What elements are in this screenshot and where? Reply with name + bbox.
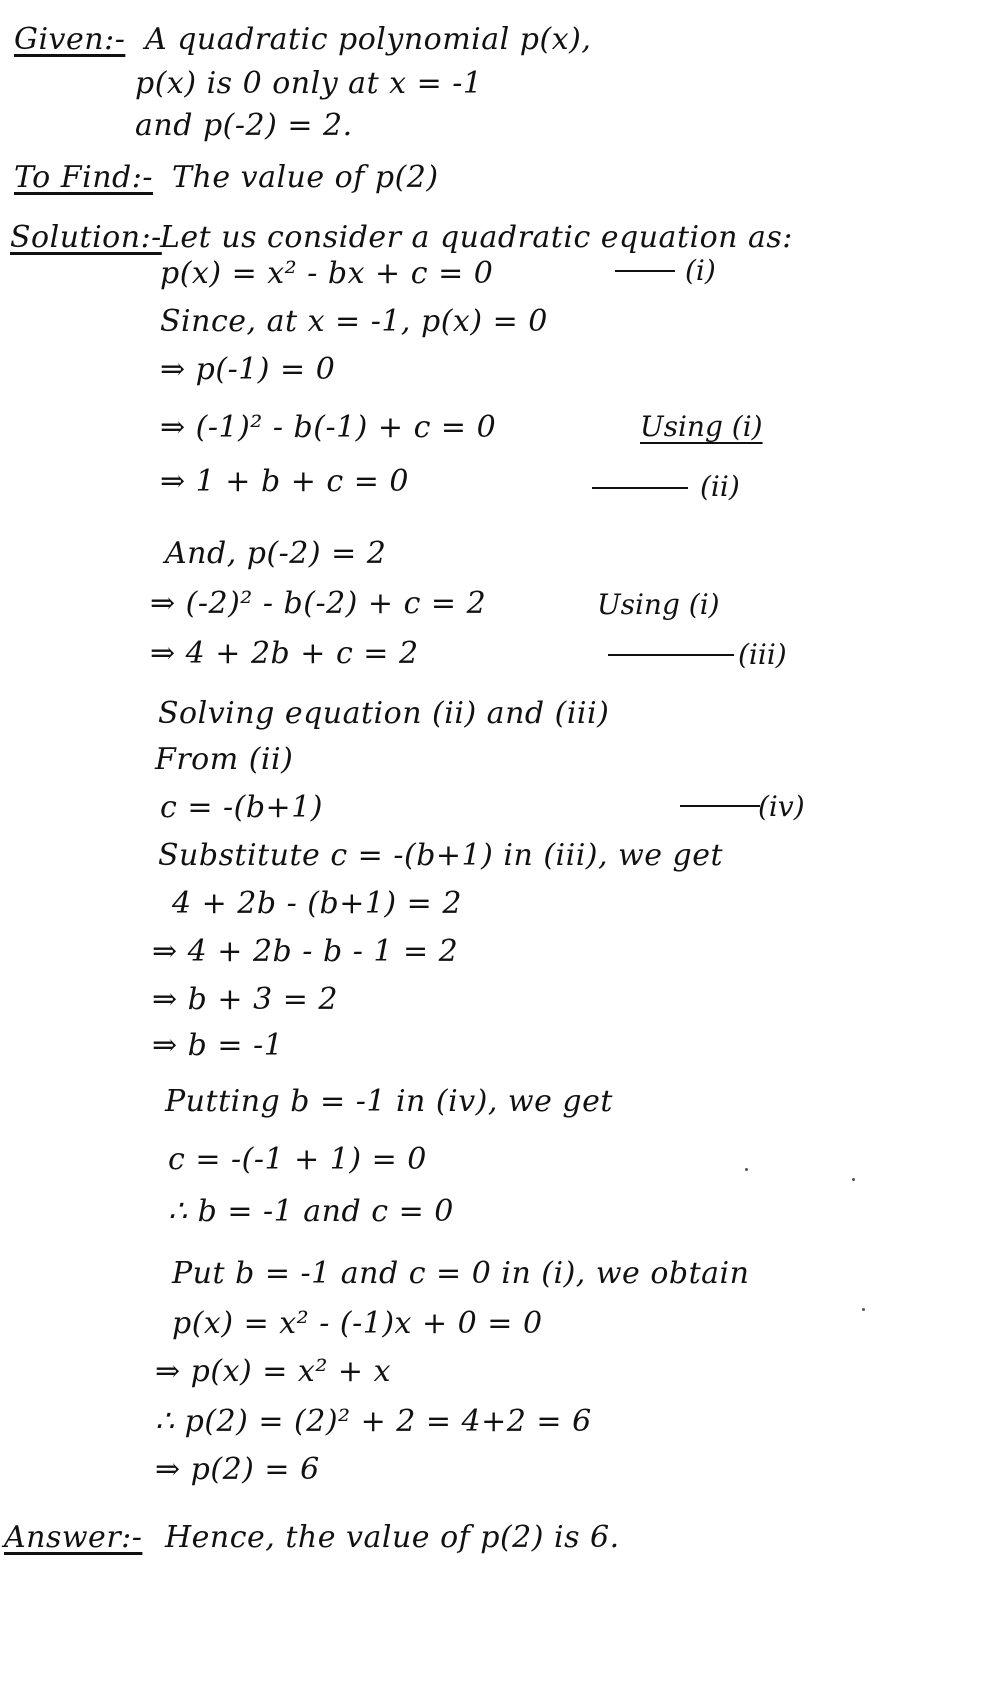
given-heading: [14, 22, 125, 58]
equation-ref-dash: [592, 487, 688, 489]
given-label: Given:-: [14, 22, 126, 57]
equation-line: c = -(b+1): [160, 790, 323, 825]
using-note-2: Using (i): [597, 588, 720, 621]
equation-ref-i: (i): [685, 254, 716, 287]
solution-heading: [10, 220, 162, 256]
equation-line: Substitute c = -(b+1) in (iii), we get: [158, 838, 724, 873]
equation-line: ∴ p(2) = (2)² + 2 = 4+2 = 6: [155, 1404, 592, 1439]
equation-line: Solving equation (ii) and (iii): [158, 696, 610, 731]
equation-line: Put b = -1 and c = 0 in (i), we obtain: [172, 1256, 750, 1291]
scan-speck: [852, 1178, 855, 1181]
using-note-1: Using (i): [640, 410, 763, 443]
equation-line: 4 + 2b - (b+1) = 2: [172, 886, 462, 921]
equation-line: ⇒ 4 + 2b - b - 1 = 2: [152, 934, 459, 969]
equation-line: ⇒ (-2)² - b(-2) + c = 2: [150, 586, 487, 621]
equation-line: c = -(-1 + 1) = 0: [168, 1142, 427, 1177]
answer-heading: [4, 1520, 142, 1556]
equation-line: ⇒ (-1)² - b(-1) + c = 0: [160, 410, 497, 445]
equation-line: ⇒ 1 + b + c = 0: [160, 464, 409, 499]
equation-line: Since, at x = -1, p(x) = 0: [160, 304, 548, 339]
solution-label: Solution:-: [10, 220, 162, 255]
equation-line: ∴ b = -1 and c = 0: [168, 1194, 454, 1229]
equation-line: ⇒ b + 3 = 2: [152, 982, 338, 1017]
to-find-heading: [14, 160, 153, 196]
solution-intro: Let us consider a quadratic equation as:: [160, 220, 793, 255]
equation-ref-iv: (iv): [758, 790, 805, 823]
scan-speck: [862, 1308, 865, 1311]
to-find-text: The value of p(2): [172, 160, 439, 195]
equation-line: ⇒ p(x) = x² + x: [155, 1354, 391, 1389]
answer-label: Answer:-: [4, 1520, 143, 1555]
equation-ref-dash: [615, 270, 675, 272]
given-line-3: and p(-2) = 2.: [135, 108, 353, 143]
equation-ref-iii: (iii): [738, 638, 787, 671]
equation-line: p(x) = x² - bx + c = 0: [160, 256, 494, 291]
scan-speck: [745, 1168, 748, 1171]
given-line-2: p(x) is 0 only at x = -1: [135, 66, 483, 101]
equation-line: ⇒ p(2) = 6: [155, 1452, 320, 1487]
equation-line: ⇒ b = -1: [152, 1028, 284, 1063]
equation-line: And, p(-2) = 2: [165, 536, 387, 571]
answer-text: Hence, the value of p(2) is 6.: [165, 1520, 620, 1555]
equation-line: p(x) = x² - (-1)x + 0 = 0: [172, 1306, 543, 1341]
equation-ref-ii: (ii): [700, 470, 740, 503]
equation-line: ⇒ 4 + 2b + c = 2: [150, 636, 419, 671]
to-find-label: To Find:-: [14, 160, 153, 195]
equation-ref-dash: [608, 654, 734, 656]
equation-line: From (ii): [155, 742, 294, 777]
equation-line: Putting b = -1 in (iv), we get: [165, 1084, 613, 1119]
given-line-1: A quadratic polynomial p(x),: [145, 22, 592, 57]
equation-ref-dash: [680, 805, 760, 807]
equation-line: ⇒ p(-1) = 0: [160, 352, 336, 387]
